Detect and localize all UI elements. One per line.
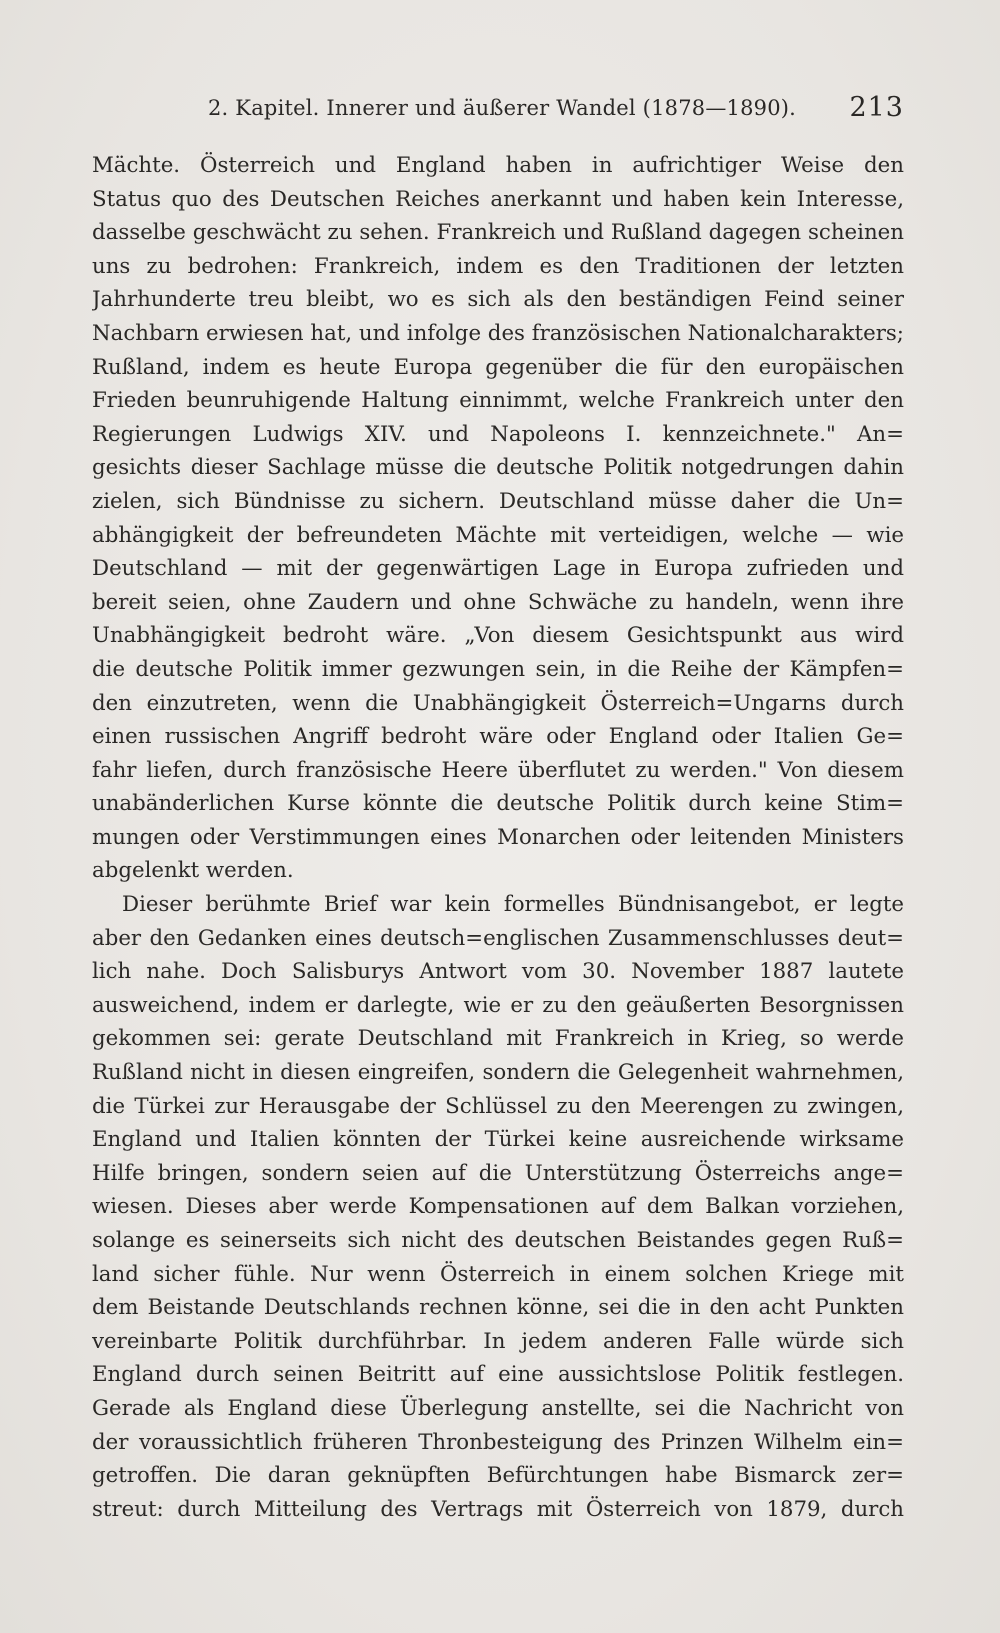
text-line: abgelenkt werden. — [92, 858, 294, 884]
text-line: England und Italien könnten der Türkei keine ausreichende wirksame — [92, 1127, 904, 1153]
text-line: Mächte. Österreich und England haben in aufrichtiger Weise den — [92, 153, 904, 178]
text-line: aber den Gedanken eines deutsch=englischen Zusammenschlusses deut= — [92, 925, 904, 951]
text-line: dem Beistande Deutschlands rechnen könne, sei die in den acht Punkten — [92, 1295, 904, 1321]
text-line: der voraussichtlich früheren Thronbesteigung des Prinzen Wilhelm ein= — [92, 1429, 904, 1455]
running-head: 2. Kapitel. Innerer und äußerer Wandel (1878—1890). — [208, 96, 797, 120]
text-line: abhängigkeit der befreundeten Mächte mit verteidigen, welche — wie — [92, 522, 904, 548]
text-line: Hilfe bringen, sondern seien auf die Unterstützung Österreichs ange= — [92, 1160, 904, 1186]
text-line: Dieser berühmte Brief war kein formelles Bündnisangebot, er legte — [122, 892, 904, 918]
text-line: Regierungen Ludwigs XIV. und Napoleons I. kennzeichnete." An= — [92, 421, 904, 447]
text-line: Status quo des Deutschen Reiches anerkannt und haben kein Interesse, — [92, 186, 904, 212]
text-line: land sicher fühle. Nur wenn Österreich in einem solchen Kriege mit — [92, 1261, 904, 1287]
text-line: Nachbarn erwiesen hat, und infolge des französischen Nationalcharakters; — [92, 320, 904, 346]
text-line: getroffen. Die daran geknüpften Befürchtungen habe Bismarck zer= — [92, 1463, 904, 1489]
text-line: unabänderlichen Kurse könnte die deutsche Politik durch keine Stim= — [92, 791, 904, 817]
body-text — [92, 149, 904, 1526]
text-line: lich nahe. Doch Salisburys Antwort vom 30. November 1887 lautete — [92, 959, 904, 985]
text-line: Deutschland — mit der gegenwärtigen Lage in Europa zufrieden und — [92, 556, 904, 582]
text-line: gesichts dieser Sachlage müsse die deutsche Politik notgedrungen dahin — [92, 455, 904, 481]
text-line: dasselbe geschwächt zu sehen. Frankreich und Rußland dagegen scheinen — [92, 220, 904, 246]
text-line: zielen, sich Bündnisse zu sichern. Deutschland müsse daher die Un= — [92, 488, 904, 514]
text-line: gekommen sei: gerate Deutschland mit Frankreich in Krieg, so werde — [92, 1026, 904, 1052]
page-header — [92, 92, 904, 132]
text-line: streut: durch Mitteilung des Vertrags mit Österreich von 1879, durch — [92, 1496, 904, 1522]
text-line: solange es seinerseits sich nicht des deutschen Beistandes gegen Ruß= — [92, 1228, 904, 1253]
text-line: den einzutreten, wenn die Unabhängigkeit Österreich=Ungarns durch — [92, 690, 904, 716]
text-line: Jahrhunderte treu bleibt, wo es sich als den beständigen Feind seiner — [92, 287, 904, 313]
text-line: uns zu bedrohen: Frankreich, indem es den Traditionen der letzten — [92, 253, 904, 279]
text-line: die deutsche Politik immer gezwungen sein, in die Reihe der Kämpfen= — [92, 656, 904, 682]
text-line: England durch seinen Beitritt auf eine aussichtslose Politik festlegen. — [92, 1362, 904, 1388]
text-line: fahr liefen, durch französische Heere überflutet zu werden." Von diesem — [92, 757, 904, 783]
text-line: einen russischen Angriff bedroht wäre oder England oder Italien Ge= — [92, 724, 904, 750]
text-line: Gerade als England diese Überlegung anstellte, sei die Nachricht von — [92, 1395, 904, 1421]
page-number: 213 — [849, 92, 904, 123]
text-line: die Türkei zur Herausgabe der Schlüssel zu den Meerengen zu zwingen, — [92, 1093, 904, 1119]
text-line: Unabhängigkeit bedroht wäre. „Von diesem Gesichtspunkt aus wird — [92, 623, 904, 649]
text-line: Rußland, indem es heute Europa gegenüber die für den europäischen — [92, 354, 904, 380]
text-line: Frieden beunruhigende Haltung einnimmt, welche Frankreich unter den — [92, 388, 904, 414]
text-line: wiesen. Dieses aber werde Kompensationen auf dem Balkan vorziehen, — [92, 1194, 904, 1220]
text-line: ausweichend, indem er darlegte, wie er zu den geäußerten Besorgnissen — [92, 992, 904, 1018]
text-line: bereit seien, ohne Zaudern und ohne Schwäche zu handeln, wenn ihre — [92, 589, 904, 615]
text-line: Rußland nicht in diesen eingreifen, sondern die Gelegenheit wahrnehmen, — [92, 1060, 904, 1086]
text-line: vereinbarte Politik durchführbar. In jedem anderen Falle würde sich — [92, 1328, 904, 1354]
text-line: mungen oder Verstimmungen eines Monarchen oder leitenden Ministers — [92, 824, 904, 850]
